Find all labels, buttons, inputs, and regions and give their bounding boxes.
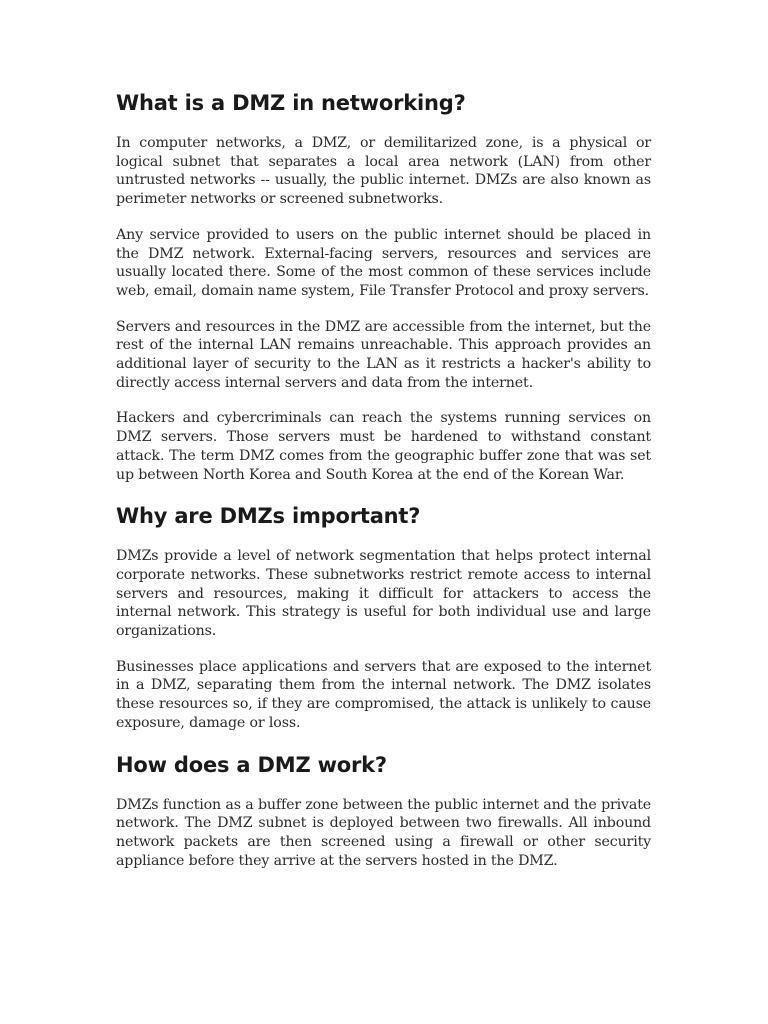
document-page xyxy=(116,88,651,887)
paragraph: DMZs provide a level of network segmentation that helps protect internal corporate networks. These subnetworks restrict remote access to internal servers and resources, making it difficult for attackers to access the internal network. This strategy is useful for both individual use and large organizations. xyxy=(116,548,651,640)
section-heading-how-it-works: How does a DMZ work? xyxy=(116,752,387,777)
paragraph: Businesses place applications and servers that are exposed to the internet in a DMZ, separating them from the internal network. The DMZ isolates these resources so, if they are compromised, the attack is unlikely to cause exposure, damage or loss. xyxy=(116,658,651,731)
paragraph: Any service provided to users on the public internet should be placed in the DMZ network. External-facing servers, resources and services are usually located there. Some of the most common of these services include web, email, domain name system, File Transfer Protocol and proxy servers. xyxy=(116,226,651,299)
section-heading-what-is-dmz: What is a DMZ in networking? xyxy=(116,91,466,115)
paragraph: Hackers and cybercriminals can reach the systems running services on DMZ servers. Those servers must be hardened to withstand constant attack. The term DMZ comes from the geographic buffer zone that was set up between North Korea and South Korea at the end of the Korean War. xyxy=(116,410,651,483)
section-heading-why-important: Why are DMZs important? xyxy=(116,504,421,529)
paragraph: In computer networks, a DMZ, or demilitarized zone, is a physical or logical subnet that separates a local area network (LAN) from other untrusted networks -- usually, the public internet. DMZs are also known as perimeter networks or screened subnetworks. xyxy=(116,135,651,208)
paragraph: Servers and resources in the DMZ are accessible from the internet, but the rest of the internal LAN remains unreachable. This approach provides an additional layer of security to the LAN as it restricts a hacker's ability to directly access internal servers and data from the internet. xyxy=(116,318,651,391)
paragraph: DMZs function as a buffer zone between the public internet and the private network. The DMZ subnet is deployed between two firewalls. All inbound network packets are then screened using a firewall or other security appliance before they arrive at the servers hosted in the DMZ. xyxy=(116,796,651,869)
